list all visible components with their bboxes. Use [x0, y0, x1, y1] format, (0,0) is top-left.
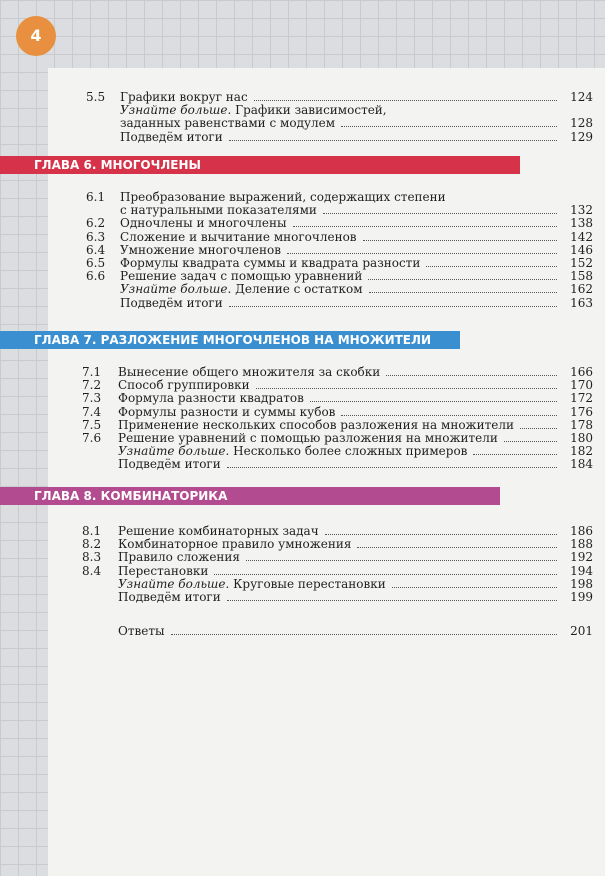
page-ref: 176	[570, 404, 593, 419]
page-ref: 163	[570, 295, 593, 310]
section-title: Сложение и вычитание многочленов	[120, 229, 357, 244]
section-number: 7.6	[82, 431, 102, 445]
page-ref: 186	[570, 524, 593, 538]
section-title: Решение уравнений с помощью разложения на множители	[118, 431, 498, 445]
dot-leader	[341, 126, 557, 127]
page-number-badge: 4	[16, 16, 56, 56]
page-ref: 199	[570, 590, 593, 604]
page-ref: 182	[570, 444, 593, 459]
page-ref: 129	[570, 129, 593, 144]
page-ref: 194	[570, 563, 593, 578]
section-number: 8.3	[82, 550, 102, 565]
section-title: Вынесение общего множителя за скобки	[118, 365, 381, 379]
section-title: Подведём итоги	[120, 295, 223, 310]
toc-entry	[86, 243, 593, 257]
toc-entry	[82, 590, 593, 604]
dot-leader	[214, 574, 557, 575]
section-title-italic: Узнайте больше.	[120, 282, 232, 297]
toc-entry	[82, 365, 593, 379]
section-title: Решение комбинаторных задач	[118, 524, 319, 538]
toc-entry	[86, 269, 593, 283]
toc-entry	[82, 524, 593, 538]
dot-leader	[357, 547, 557, 548]
section-number: 6.3	[86, 229, 106, 244]
section-number: 6.4	[86, 242, 106, 257]
section-title: Графики вокруг нас	[120, 90, 248, 104]
page-ref: 138	[570, 216, 593, 231]
section-title: Решение задач с помощью уравнений	[120, 269, 363, 284]
section-title: Узнайте больше. Графики зависимостей,	[120, 103, 387, 118]
page-ref: 188	[570, 537, 593, 552]
section-title: Комбинаторное правило умножения	[118, 537, 352, 552]
toc-entry	[82, 444, 593, 458]
toc-page	[34, 68, 605, 876]
toc-entry	[82, 418, 593, 432]
dot-leader	[363, 240, 557, 241]
toc-entry	[82, 457, 593, 471]
dot-leader	[254, 100, 557, 101]
toc-entry	[86, 190, 593, 204]
dot-leader	[310, 401, 557, 402]
toc-entry	[82, 564, 593, 578]
dot-leader	[325, 534, 557, 535]
page-ref: 170	[570, 378, 593, 393]
section-title: Умножение многочленов	[120, 242, 281, 257]
page-ref: 198	[570, 576, 593, 591]
dot-leader	[256, 388, 557, 389]
page-ref: 192	[570, 550, 593, 565]
page-ref: 172	[570, 391, 593, 406]
toc-entry	[86, 103, 593, 117]
section-title: Узнайте больше. Круговые перестановки	[118, 576, 386, 591]
dot-leader	[341, 415, 557, 416]
section-title: Узнайте больше. Несколько более сложных примеров	[118, 444, 468, 459]
dot-leader	[246, 560, 557, 561]
section-number: 7.3	[82, 391, 102, 406]
dot-leader	[392, 587, 557, 588]
section-title: Подведём итоги	[118, 457, 221, 472]
toc-entry	[82, 624, 593, 638]
section-title: заданных равенствами с модулем	[120, 116, 336, 131]
dot-leader	[323, 213, 557, 214]
section-number: 5.5	[86, 90, 106, 104]
page-ref: 146	[570, 242, 593, 257]
dot-leader	[227, 600, 557, 601]
toc-entry	[82, 391, 593, 405]
toc-entry	[86, 116, 593, 130]
page-ref: 158	[570, 269, 593, 284]
section-number: 6.6	[86, 269, 106, 284]
page-ref: 184	[570, 457, 593, 472]
section-number: 6.5	[86, 256, 106, 270]
section-number: 7.4	[82, 404, 102, 419]
page-ref: 152	[570, 256, 593, 270]
page-ref: 178	[570, 417, 593, 432]
section-number: 7.1	[82, 365, 102, 379]
section-title: Способ группировки	[118, 378, 250, 393]
page-ref: 166	[570, 365, 593, 379]
page-ref: 132	[570, 203, 593, 218]
section-number: 6.1	[86, 190, 106, 204]
section-number: 7.2	[82, 378, 102, 393]
dot-leader	[386, 375, 557, 376]
dot-leader	[473, 454, 557, 455]
section-title: Формулы разности и суммы кубов	[118, 404, 336, 419]
dot-leader	[369, 292, 557, 293]
page-ref: 124	[570, 90, 593, 104]
toc-entry	[82, 537, 593, 551]
page-ref: 180	[570, 431, 593, 445]
section-title: Одночлены и многочлены	[120, 216, 287, 231]
section-title: Подведём итоги	[118, 590, 221, 604]
toc-entry	[82, 577, 593, 591]
page-ref: 201	[570, 624, 593, 638]
toc-entry	[82, 550, 593, 564]
section-title: Формула разности квадратов	[118, 391, 304, 406]
dot-leader	[520, 428, 557, 429]
dot-leader	[227, 467, 557, 468]
section-title: с натуральными показателями	[120, 203, 317, 218]
section-number: 8.1	[82, 524, 102, 538]
toc-entry	[86, 230, 593, 244]
section-title-italic: Узнайте больше.	[120, 103, 232, 118]
chapter-6-header: ГЛАВА 6. МНОГОЧЛЕНЫ	[0, 156, 520, 174]
dot-leader	[368, 279, 557, 280]
page-ref: 128	[570, 116, 593, 131]
section-title: Преобразование выражений, содержащих степени	[120, 190, 446, 204]
dot-leader	[171, 634, 557, 635]
section-number: 8.4	[82, 563, 102, 578]
section-title: Перестановки	[118, 563, 209, 578]
toc-entry	[82, 405, 593, 419]
toc-entry	[82, 378, 593, 392]
section-number: 7.5	[82, 417, 102, 432]
section-title: Узнайте больше. Деление с остатком	[120, 282, 363, 297]
toc-entry	[86, 256, 593, 270]
section-title-italic: Узнайте больше.	[118, 576, 230, 591]
section-title: Подведём итоги	[120, 129, 223, 144]
section-title: Ответы	[118, 624, 165, 638]
dot-leader	[293, 226, 557, 227]
dot-leader	[504, 441, 557, 442]
chapter-8-header: ГЛАВА 8. КОМБИНАТОРИКА	[0, 487, 500, 505]
dot-leader	[229, 140, 557, 141]
toc-entry	[86, 282, 593, 296]
section-title: Правило сложения	[118, 550, 240, 565]
toc-entry	[86, 296, 593, 310]
toc-entry	[86, 90, 593, 104]
toc-entry	[86, 203, 593, 217]
toc-entry	[86, 130, 593, 144]
section-title: Формулы квадрата суммы и квадрата разности	[120, 256, 421, 270]
section-number: 8.2	[82, 537, 102, 552]
toc-entry	[82, 431, 593, 445]
dot-leader	[287, 253, 557, 254]
section-title-italic: Узнайте больше.	[118, 444, 230, 459]
dot-leader	[229, 306, 557, 307]
toc-entry	[86, 216, 593, 230]
chapter-7-header: ГЛАВА 7. РАЗЛОЖЕНИЕ МНОГОЧЛЕНОВ НА МНОЖИТЕЛИ	[0, 331, 460, 349]
dot-leader	[426, 266, 557, 267]
page-ref: 142	[570, 229, 593, 244]
section-title: Применение нескольких способов разложения на множители	[118, 417, 514, 432]
page-ref: 162	[570, 282, 593, 297]
section-number: 6.2	[86, 216, 106, 231]
